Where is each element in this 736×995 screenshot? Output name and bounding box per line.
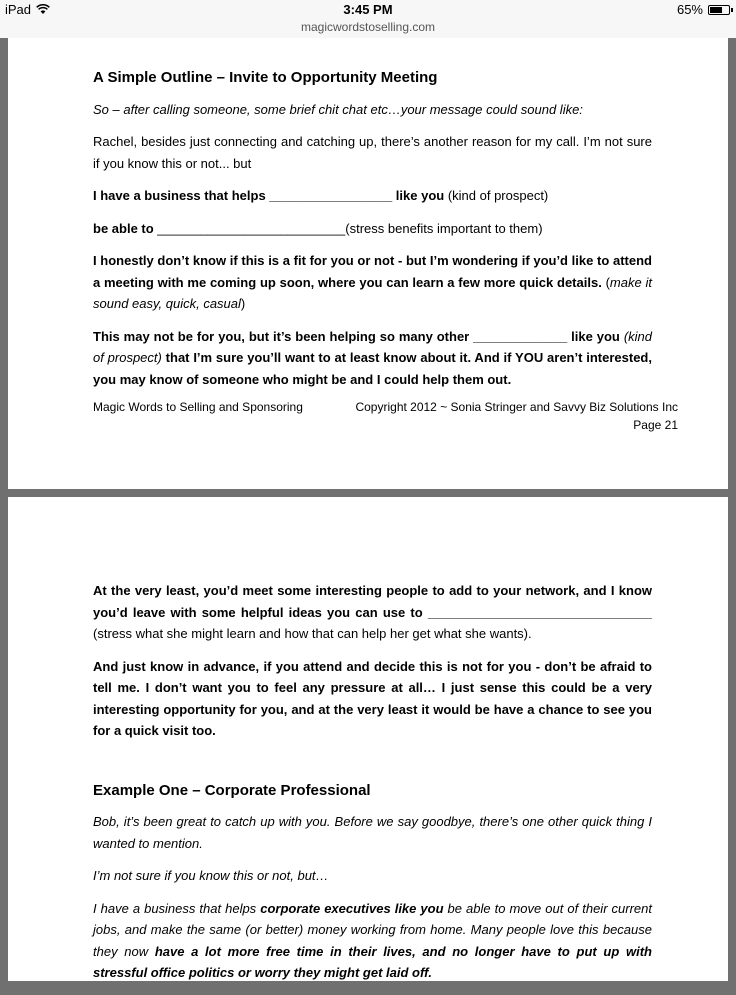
document-page-21	[8, 38, 728, 489]
url-bar[interactable]	[0, 20, 736, 38]
clock: 3:45 PM	[343, 2, 393, 17]
at-least-paragraph: At the very least, you’d meet some interesting people to add to your network, and I know you’d leave with some helpful ideas you can use to _______________________________ (stress what she might learn and how that can help her get what she wants).	[93, 583, 652, 641]
status-bar	[0, 0, 736, 20]
business-paragraph: I have a business that helps corporate executives like you be able to move out of their current jobs, and make the same (or better) money working from home. Many people love this because they now have a lot more free time in their lives, and no longer have to put up with stressful office politics or worry they might get laid off.	[93, 900, 653, 980]
copyright-text: Copyright 2012 ~ Sonia Stringer and Savvy Biz Solutions Inc	[355, 400, 678, 414]
footer-title: Magic Words to Selling and Sponsoring	[93, 400, 303, 414]
example-heading: Example One – Corporate Professional	[93, 781, 371, 799]
footer-copyright	[355, 398, 678, 434]
url-text: magicwordstoselling.com	[300, 20, 436, 34]
not-for-you-paragraph: This may not be for you, but it’s been helping so many other _____________ like you (kind of prospect) that I’m sure you’ll want to at least know about it. And if YOU aren’t interested, you may know of someone who might be and I could help them out.	[93, 328, 652, 387]
not-sure-line: I’m not sure if you know this or not, but…	[93, 868, 329, 883]
able-line: be able to __________________________(stress benefits important to them)	[93, 220, 543, 236]
helps-line: I have a business that helps _________________ like you (kind of prospect)	[93, 188, 549, 203]
rachel-paragraph: Rachel, besides just connecting and catching up, there’s another reason for my call. I’m not sure if you know this or not... but	[93, 134, 652, 171]
page-22-body	[93, 580, 652, 995]
device-label: iPad	[5, 2, 32, 17]
battery-percent: 65%	[676, 2, 703, 17]
advance-paragraph: And just know in advance, if you attend and decide this is not for you - don’t be afraid to tell me. I don’t want you to feel any pressure at all… I just sense this could be a very interesting opportunity for you, and at the very least it would be have a chance to see you for a quick visit too.	[93, 658, 652, 738]
status-right	[677, 2, 730, 17]
page-21-body	[93, 67, 652, 401]
honestly-paragraph: I honestly don’t know if this is a fit for you or not - but I’m wondering if you’d like to attend a meeting with me coming up soon, where you can learn a few more quick details. (make it sound easy, quick, casual)	[93, 253, 652, 311]
document-page-22	[8, 497, 728, 981]
battery-icon	[708, 5, 730, 15]
battery-fill	[710, 7, 722, 13]
page-number: Page 21	[633, 418, 678, 432]
section-heading: A Simple Outline – Invite to Opportunity Meeting	[93, 69, 438, 86]
bob-paragraph: Bob, it’s been great to catch up with you. Before we say goodbye, there’s one other quick thing I wanted to mention.	[93, 814, 652, 851]
intro-text: So – after calling someone, some brief chit chat etc…your message could sound like:	[93, 101, 583, 117]
